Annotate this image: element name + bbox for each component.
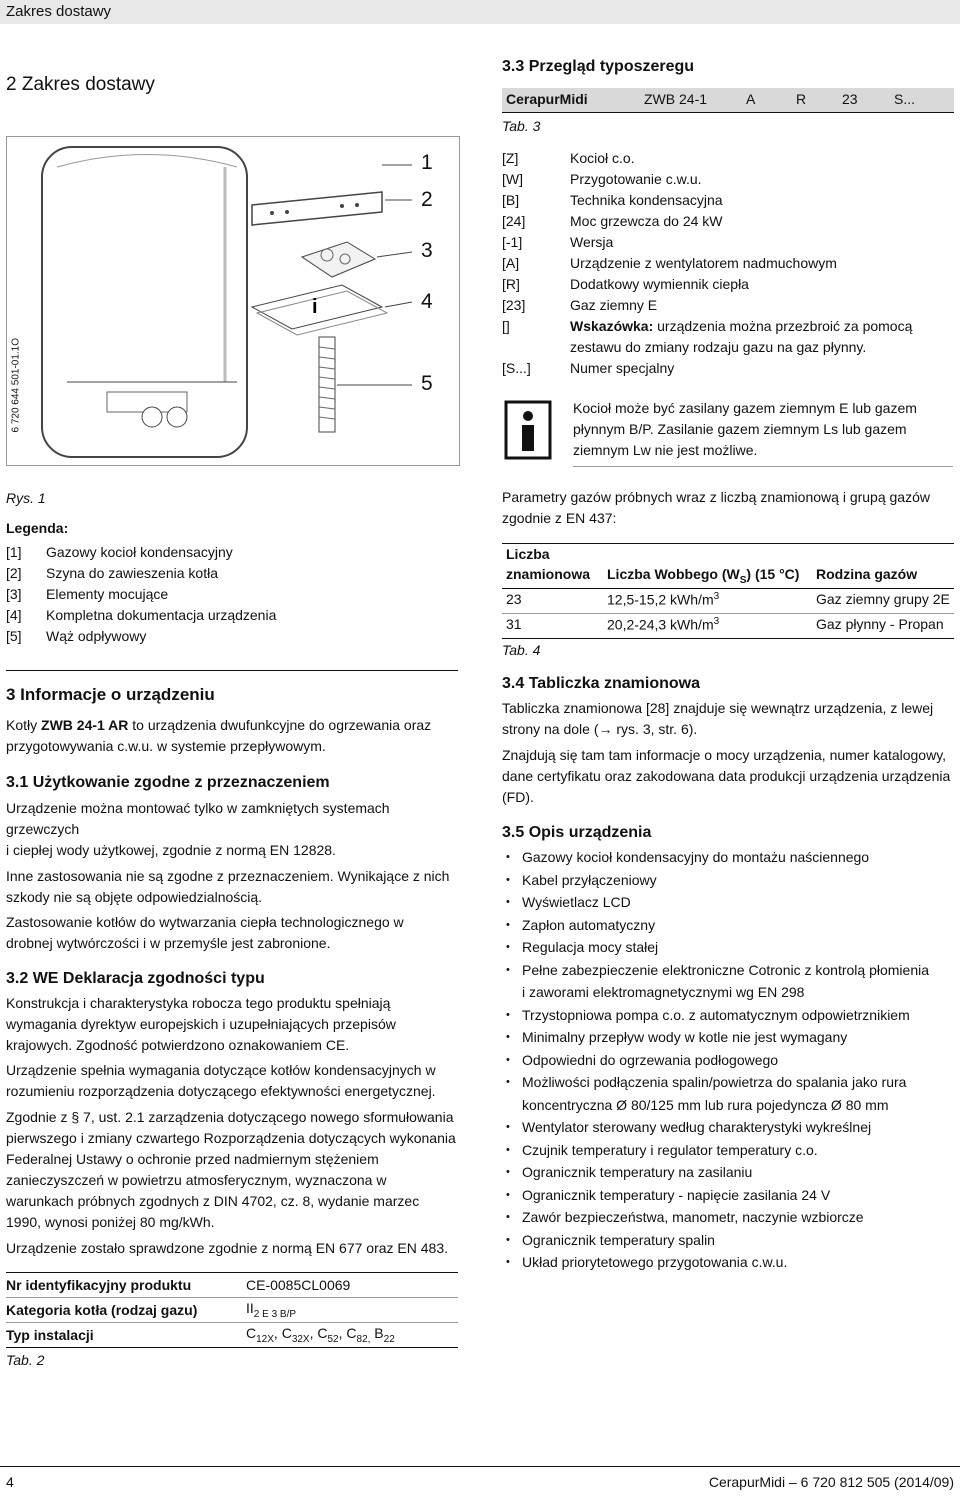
list-item: • Regulacja mocy stałej: [502, 936, 954, 959]
callout-5: 5: [421, 372, 433, 395]
code-item-cont: zestawu do zmiany rodzaju gazu na gaz płynny.: [570, 339, 867, 355]
section-3-2-title: 3.2 WE Deklaracja zgodności typu: [6, 970, 265, 987]
code-item: [B] Technika kondensacyjna: [502, 192, 723, 208]
code-item: [-1] Wersja: [502, 234, 614, 250]
type-cell: CerapurMidi: [506, 91, 588, 107]
code-item: [23] Gaz ziemny E: [502, 297, 658, 313]
code-item: [24] Moc grzewcza do 24 kW: [502, 213, 723, 229]
type-cell: R: [796, 91, 807, 107]
type-cell: 23: [842, 91, 858, 107]
gas-table: [502, 543, 954, 639]
type-cell: S...: [894, 91, 916, 107]
type-cell: A: [746, 91, 756, 107]
list-item: • Wentylator sterowany według charakterystyki wykreślnej: [502, 1116, 954, 1139]
section-3-paragraph: Kotły ZWB 24-1 AR to urządzenia dwufunkcyjne do ogrzewania oraz przygotowywania c.w.u. w systemie przepływowym.: [6, 717, 432, 754]
list-item: • Ogranicznik temperatury na zasilaniu: [502, 1161, 954, 1184]
list-item: • Ogranicznik temperatury - napięcie zasilania 24 V: [502, 1184, 954, 1207]
code-item: [W] Przygotowanie c.w.u.: [502, 171, 702, 187]
legend-item: [5] Wąż odpływowy: [6, 628, 147, 644]
page-number: 4: [6, 1474, 14, 1490]
figure-box: [6, 136, 460, 466]
s31-paragraph-1: Urządzenie można montować tylko w zamkniętych systemach grzewczych i ciepłej wody użytkowej, zgodnie z normą EN 12828.: [6, 800, 390, 858]
info-icon: [502, 400, 554, 460]
list-item: • Pełne zabezpieczenie elektroniczne Cotronic z kontrolą płomienia: [502, 959, 954, 982]
type-cell: ZWB 24-1: [644, 91, 708, 107]
list-item: • Zapłon automatyczny: [502, 914, 954, 937]
section-2-title: 2 Zakres dostawy: [6, 74, 155, 95]
s32-paragraph-1: Konstrukcja i charakterystyka robocza tego produktu spełniają wymagania dyrektyw europejskich i uzupełniających przepisów krajowych. Zgodność potwierdzono oznakowaniem CE.: [6, 995, 396, 1053]
fixing-bag: [302, 242, 375, 277]
table-row: Typ instalacji $C_{12X}$, $C_{32X}$, $C_{52}$, $C_{82,}$ $B_{22}$: [6, 1323, 458, 1348]
s34-paragraph-2: Znajdują się tam tam informacje o mocy urządzenia, numer katalogowy, dane certyfikatu oraz zakodowana data produkcji urządzenia urządzenia (FD).: [502, 747, 951, 805]
tab2-caption: Tab. 2: [6, 1352, 45, 1368]
type-code-list: [502, 148, 954, 379]
documentation: [252, 285, 387, 335]
gas-intro: Parametry gazów próbnych wraz z liczbą znamionową i grupą gazów zgodnie z EN 437:: [502, 489, 930, 526]
list-item: • Możliwości podłączenia spalin/powietrza do spalania jako rura: [502, 1071, 954, 1094]
legend-item: [4] Kompletna dokumentacja urządzenia: [6, 607, 277, 623]
s32-paragraph-3: Zgodnie z § 7, ust. 2.1 zarządzenia dotyczącego nowego sformułowania pierwszego i zmiany czwartego Rozporządzenia dotyczących wykonania Federalnej Ustawy o ochronie przed nadmiernym stężeniem zanieczyszczeń w powietrzu atmosferycznym, wyznaczona w warunkach próbnych zgodnych z DIN 4702, cz. 8, wydanie marzec 1990, wynosi poniżej 80 mg/kWh.: [6, 1109, 456, 1230]
section-3-4-title: 3.4 Tabliczka znamionowa: [502, 675, 700, 692]
code-item: [Z] Kocioł c.o.: [502, 150, 635, 166]
s32-paragraph-2: Urządzenie spełnia wymagania dotyczące kotłów kondensacyjnych w rozumieniu rozporządzenia dotyczącego efektywności energetycznej.: [6, 1062, 436, 1099]
list-item: • Minimalny przepływ wody w kotle nie jest wymagany: [502, 1026, 954, 1049]
section-3-1-title: 3.1 Użytkowanie zgodne z przeznaczeniem: [6, 774, 330, 791]
section-3-3-title: 3.3 Przegląd typoszeregu: [502, 58, 695, 75]
legend-list: [6, 542, 276, 647]
header-title: Zakres dostawy: [6, 3, 112, 20]
figure-code: 6 720 644 501-01.1O: [10, 337, 22, 433]
list-item: • Odpowiedni do ogrzewania podłogowego: [502, 1049, 954, 1072]
list-item: • Czujnik temperatury i regulator temperatury c.o.: [502, 1139, 954, 1162]
callout-2: 2: [421, 188, 433, 211]
section-3-title: 3 Informacje o urządzeniu: [6, 685, 215, 704]
list-item-cont: i zaworami elektromagnetycznymi wg EN 298: [522, 984, 805, 1000]
info-divider: [573, 466, 953, 467]
tab3-caption: Tab. 3: [502, 118, 541, 134]
svg-text:i: i: [312, 296, 318, 318]
table-row: 23 12,5-15,2 kWh/$m^3$ Gaz ziemny grupy 2E: [502, 589, 954, 614]
legend-item: [1] Gazowy kocioł kondensacyjny: [6, 544, 233, 560]
legend-item: [3] Elementy mocujące: [6, 586, 169, 602]
mounting-rail: [252, 192, 382, 225]
code-item: [S...] Numer specjalny: [502, 360, 675, 376]
table-row: Nr identyfikacyjny produktu CE-0085CL0069: [6, 1273, 458, 1298]
list-item: • Układ priorytetowego przygotowania c.w.u.: [502, 1251, 954, 1274]
list-item: • Wyświetlacz LCD: [502, 891, 954, 914]
divider: [6, 670, 458, 671]
list-item: • Kabel przyłączeniowy: [502, 869, 954, 892]
section-3-5-title: 3.5 Opis urządzenia: [502, 824, 652, 841]
table-row: Kategoria kotła (rodzaj gazu) $II_{2 E 3 B/P}$: [6, 1298, 458, 1323]
s31-paragraph-3: Zastosowanie kotłów do wytwarzania ciepła technologicznego w drobnej wytwórczości i w przemyśle jest zabronione.: [6, 914, 404, 951]
callout-3: 3: [421, 239, 433, 262]
doc-reference: CerapurMidi – 6 720 812 505 (2014/09): [708, 1474, 954, 1490]
info-note: Kocioł może być zasilany gazem ziemnym E lub gazem płynnym B/P. Zasilanie gazem ziemnym Ls lub gazem ziemnym Lw nie jest możliwe.: [573, 400, 917, 458]
table-header: Liczba znamionowa Liczba Wobbego $(W_S)$ (15 °C) Rodzina gazów: [502, 544, 954, 589]
list-item: • Gazowy kocioł kondensacyjny do montażu naściennego: [502, 846, 954, 869]
s32-paragraph-4: Urządzenie zostało sprawdzone zgodnie z normą EN 677 oraz EN 483.: [6, 1240, 449, 1256]
product-id-table: [6, 1272, 458, 1348]
legend-title: Legenda:: [6, 520, 69, 536]
s31-paragraph-2: Inne zastosowania nie są zgodne z przeznaczeniem. Wynikające z nich szkody nie są objęte odpowiedzialnością.: [6, 868, 450, 905]
footer-rule: [0, 1466, 960, 1467]
tab4-caption: Tab. 4: [502, 642, 541, 658]
page-header-bar: [0, 0, 960, 24]
s34-paragraph-1: Tabliczka znamionowa [28] znajduje się wewnątrz urządzenia, z lewej strony na dole (→ rys. 3, str. 6).: [502, 700, 934, 737]
callout-4: 4: [421, 290, 433, 313]
list-item: • Trzystopniowa pompa c.o. z automatycznym odpowietrznikiem: [502, 1004, 954, 1027]
boiler-illustration: [7, 137, 459, 465]
callout-1: 1: [421, 151, 433, 174]
legend-item: [2] Szyna do zawieszenia kotła: [6, 565, 218, 581]
code-item: [R] Dodatkowy wymiennik ciepła: [502, 276, 749, 292]
feature-list: [502, 846, 954, 1274]
code-item: [A] Urządzenie z wentylatorem nadmuchowym: [502, 255, 837, 271]
list-item: • Zawór bezpieczeństwa, manometr, naczynie wzbiorcze: [502, 1206, 954, 1229]
drain-hose: [319, 337, 335, 432]
table-row: 31 20,2-24,3 kWh/$m^3$ Gaz płynny - Propan: [502, 614, 954, 639]
figure-caption: Rys. 1: [6, 490, 46, 506]
list-item-cont: koncentryczna Ø 80/125 mm lub rura pojedyncza Ø 80 mm: [522, 1096, 889, 1113]
code-item: [] Wskazówka: urządzenia można przezbroić za pomocą: [502, 318, 913, 334]
list-item: • Ogranicznik temperatury spalin: [502, 1229, 954, 1252]
type-table: [502, 88, 954, 113]
